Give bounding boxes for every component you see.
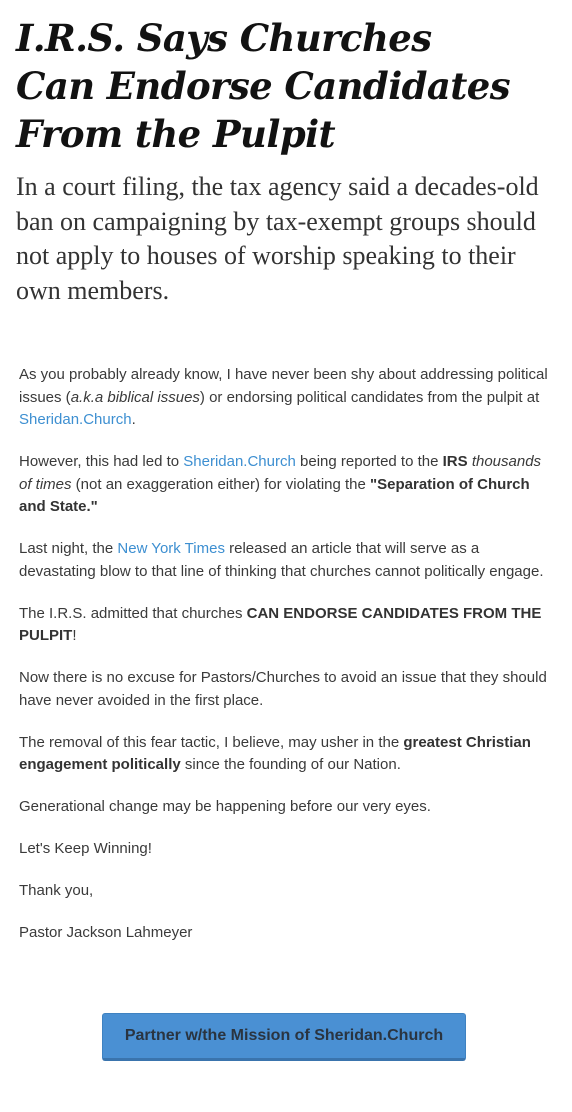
text: Last night, the xyxy=(19,540,118,557)
paragraph-irs-admitted xyxy=(19,603,551,648)
article-header xyxy=(16,14,556,308)
text: since the founding of our Nation. xyxy=(180,756,401,773)
headline xyxy=(16,14,556,158)
text: The I.R.S. admitted that churches xyxy=(19,604,247,622)
sheridan-church-link[interactable]: Sheridan.Church xyxy=(183,453,296,470)
emphasis: thousands of times xyxy=(19,453,542,493)
cta-container xyxy=(102,1013,466,1061)
paragraph-fear-tactic xyxy=(19,732,551,777)
headline-line-2: Can Endorse Candidates xyxy=(16,64,510,108)
text: . xyxy=(131,411,136,428)
text: released an article that will serve as a devastating blow to that line of thinking that churches cannot politically engage. xyxy=(19,540,544,580)
bold-text: greatest Christian engagement politically xyxy=(19,733,531,773)
paragraph-nyt xyxy=(19,538,551,583)
text: The removal of this fear tactic, I believe, may usher in the xyxy=(19,733,404,751)
paragraph-thank-you: Thank you, xyxy=(19,882,94,899)
bold-text: IRS xyxy=(442,453,468,470)
signature: Pastor Jackson Lahmeyer xyxy=(19,924,193,941)
article-summary: In a court filing, the tax agency said a decades-old ban on campaigning by tax-exempt groups should not apply to houses of worship speaking to their own members. xyxy=(16,172,539,305)
paragraph-keep-winning: Let's Keep Winning! xyxy=(19,840,152,857)
email-body xyxy=(19,364,551,964)
text: ! xyxy=(72,627,77,644)
emphasis: a.k.a biblical issues xyxy=(70,388,200,406)
text: (not an exaggeration either) for violating the xyxy=(71,475,371,493)
headline-line-1: I.R.S. Says Churches xyxy=(16,16,432,60)
bold-text: CAN ENDORSE CANDIDATES FROM THE PULPIT xyxy=(19,604,542,644)
text: ) or endorsing political candidates from the pulpit at xyxy=(199,388,540,406)
paragraph-irs-reports xyxy=(19,451,551,519)
paragraph-intro xyxy=(19,364,551,432)
text: As you probably already know, I have never been shy about addressing political issues ( xyxy=(19,366,548,406)
sheridan-church-link[interactable]: Sheridan.Church xyxy=(19,411,132,428)
bold-text: "Separation of Church and State." xyxy=(19,475,530,515)
text: However, this had led to xyxy=(19,453,184,470)
paragraph-no-excuse: Now there is no excuse for Pastors/Churches to avoid an issue that they should have never avoided in the first place. xyxy=(19,669,547,709)
headline-line-3: From the Pulpit xyxy=(16,112,336,156)
text: being reported to the xyxy=(295,453,443,470)
paragraph-generational: Generational change may be happening before our very eyes. xyxy=(19,798,431,815)
partner-button[interactable]: Partner w/the Mission of Sheridan.Church xyxy=(102,1013,466,1061)
new-york-times-link[interactable]: New York Times xyxy=(117,540,225,557)
